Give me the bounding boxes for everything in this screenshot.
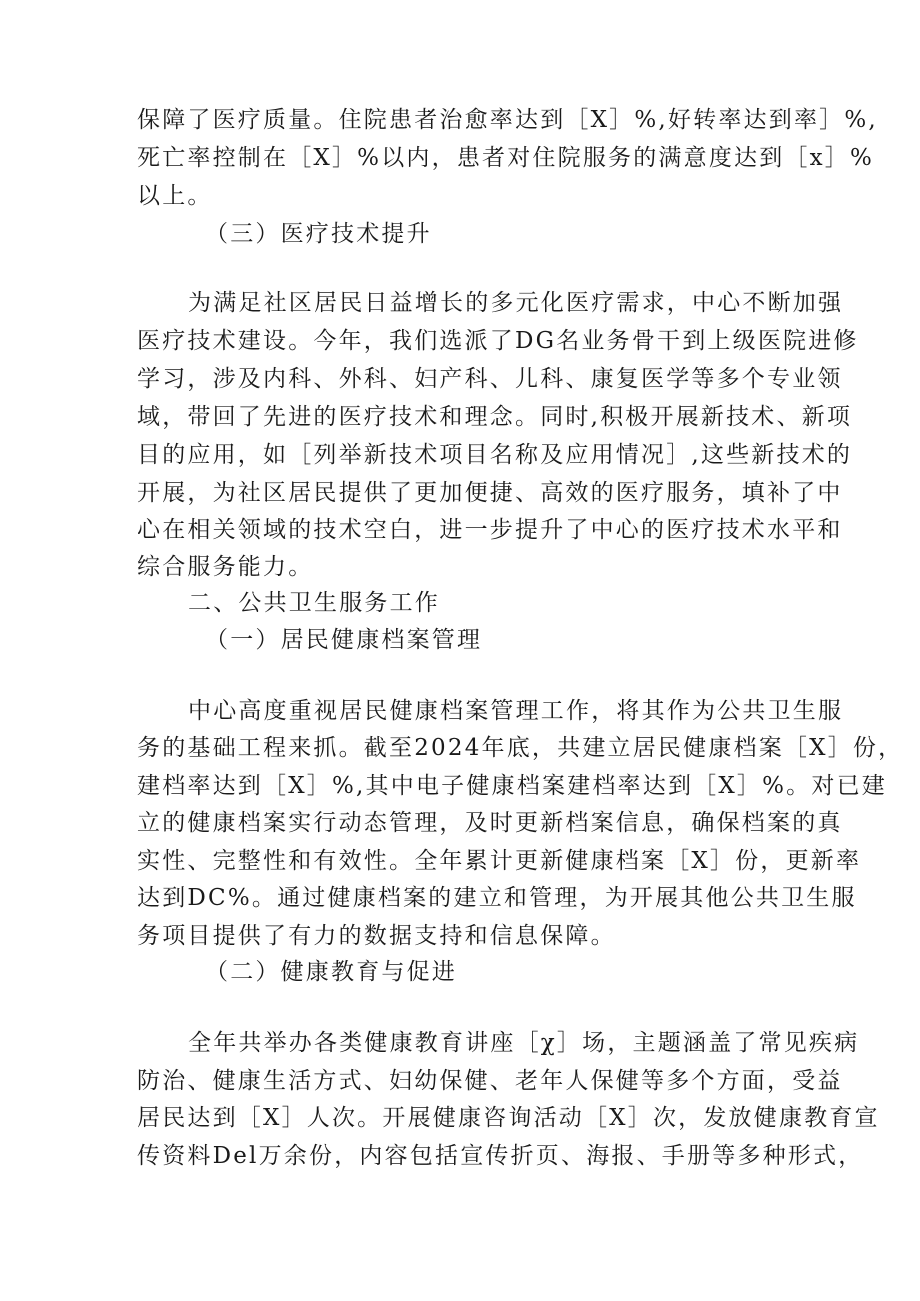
paragraph-line: 目的应用，如［列举新技术项目名称及应用情况］,这些新技术的 xyxy=(137,442,853,468)
paragraph-line: 传资料Del万余份，内容包括宣传折页、海报、手册等多种形式， xyxy=(137,1143,864,1169)
paragraph-line: 死亡率控制在［X］%以内，患者对住院服务的满意度达到［x］% xyxy=(137,145,875,171)
section-heading: （二）健康教育与促进 xyxy=(205,959,457,985)
paragraph-line: 全年共举办各类健康教育讲座［χ］场，主题涵盖了常见疾病 xyxy=(188,1030,860,1056)
paragraph-line: 中心高度重视居民健康档案管理工作，将其作为公共卫生服 xyxy=(188,698,844,724)
paragraph-line: 保障了医疗质量。住院患者治愈率达到［X］%,好转率达到率］%, xyxy=(137,107,878,133)
paragraph-line: 立的健康档案实行动态管理，及时更新档案信息，确保档案的真 xyxy=(137,810,843,836)
section-heading: （一）居民健康档案管理 xyxy=(205,627,483,653)
section-heading: （三）医疗技术提升 xyxy=(205,221,432,247)
paragraph-line: 开展，为社区居民提供了更加便捷、高效的医疗服务，填补了中 xyxy=(137,480,843,506)
paragraph-line: 学习，涉及内科、外科、妇产科、儿科、康复医学等多个专业领 xyxy=(137,366,843,392)
paragraph-line: 建档率达到［X］%,其中电子健康档案建档率达到［X］%。对已建 xyxy=(137,773,887,799)
paragraph-line: 防治、健康生活方式、妇幼保健、老年人保健等多个方面，受益 xyxy=(137,1068,843,1094)
paragraph-line: 以上。 xyxy=(137,183,213,209)
paragraph-line: 医疗技术建设。今年，我们选派了DG名业务骨干到上级医院进修 xyxy=(137,328,859,354)
paragraph-line: 务的基础工程来抓。截至2024年底，共建立居民健康档案［X］份， xyxy=(137,735,904,761)
paragraph-line: 为满足社区居民日益增长的多元化医疗需求，中心不断加强 xyxy=(188,290,844,316)
paragraph-line: 综合服务能力。 xyxy=(137,554,314,580)
section-heading: 二、公共卫生服务工作 xyxy=(188,590,440,616)
paragraph-line: 域，带回了先进的医疗技术和理念。同时,积极开展新技术、新项 xyxy=(137,404,853,430)
paragraph-line: 心在相关领域的技术空白，进一步提升了中心的医疗技术水平和 xyxy=(137,517,843,543)
paragraph-line: 实性、完整性和有效性。全年累计更新健康档案［X］份，更新率 xyxy=(137,848,862,874)
paragraph-line: 达到DC%。通过健康档案的建立和管理，为开展其他公共卫生服 xyxy=(137,885,857,911)
paragraph-line: 务项目提供了有力的数据支持和信息保障。 xyxy=(137,923,616,949)
paragraph-line: 居民达到［X］人次。开展健康咨询活动［X］次，发放健康教育宣 xyxy=(137,1105,880,1131)
